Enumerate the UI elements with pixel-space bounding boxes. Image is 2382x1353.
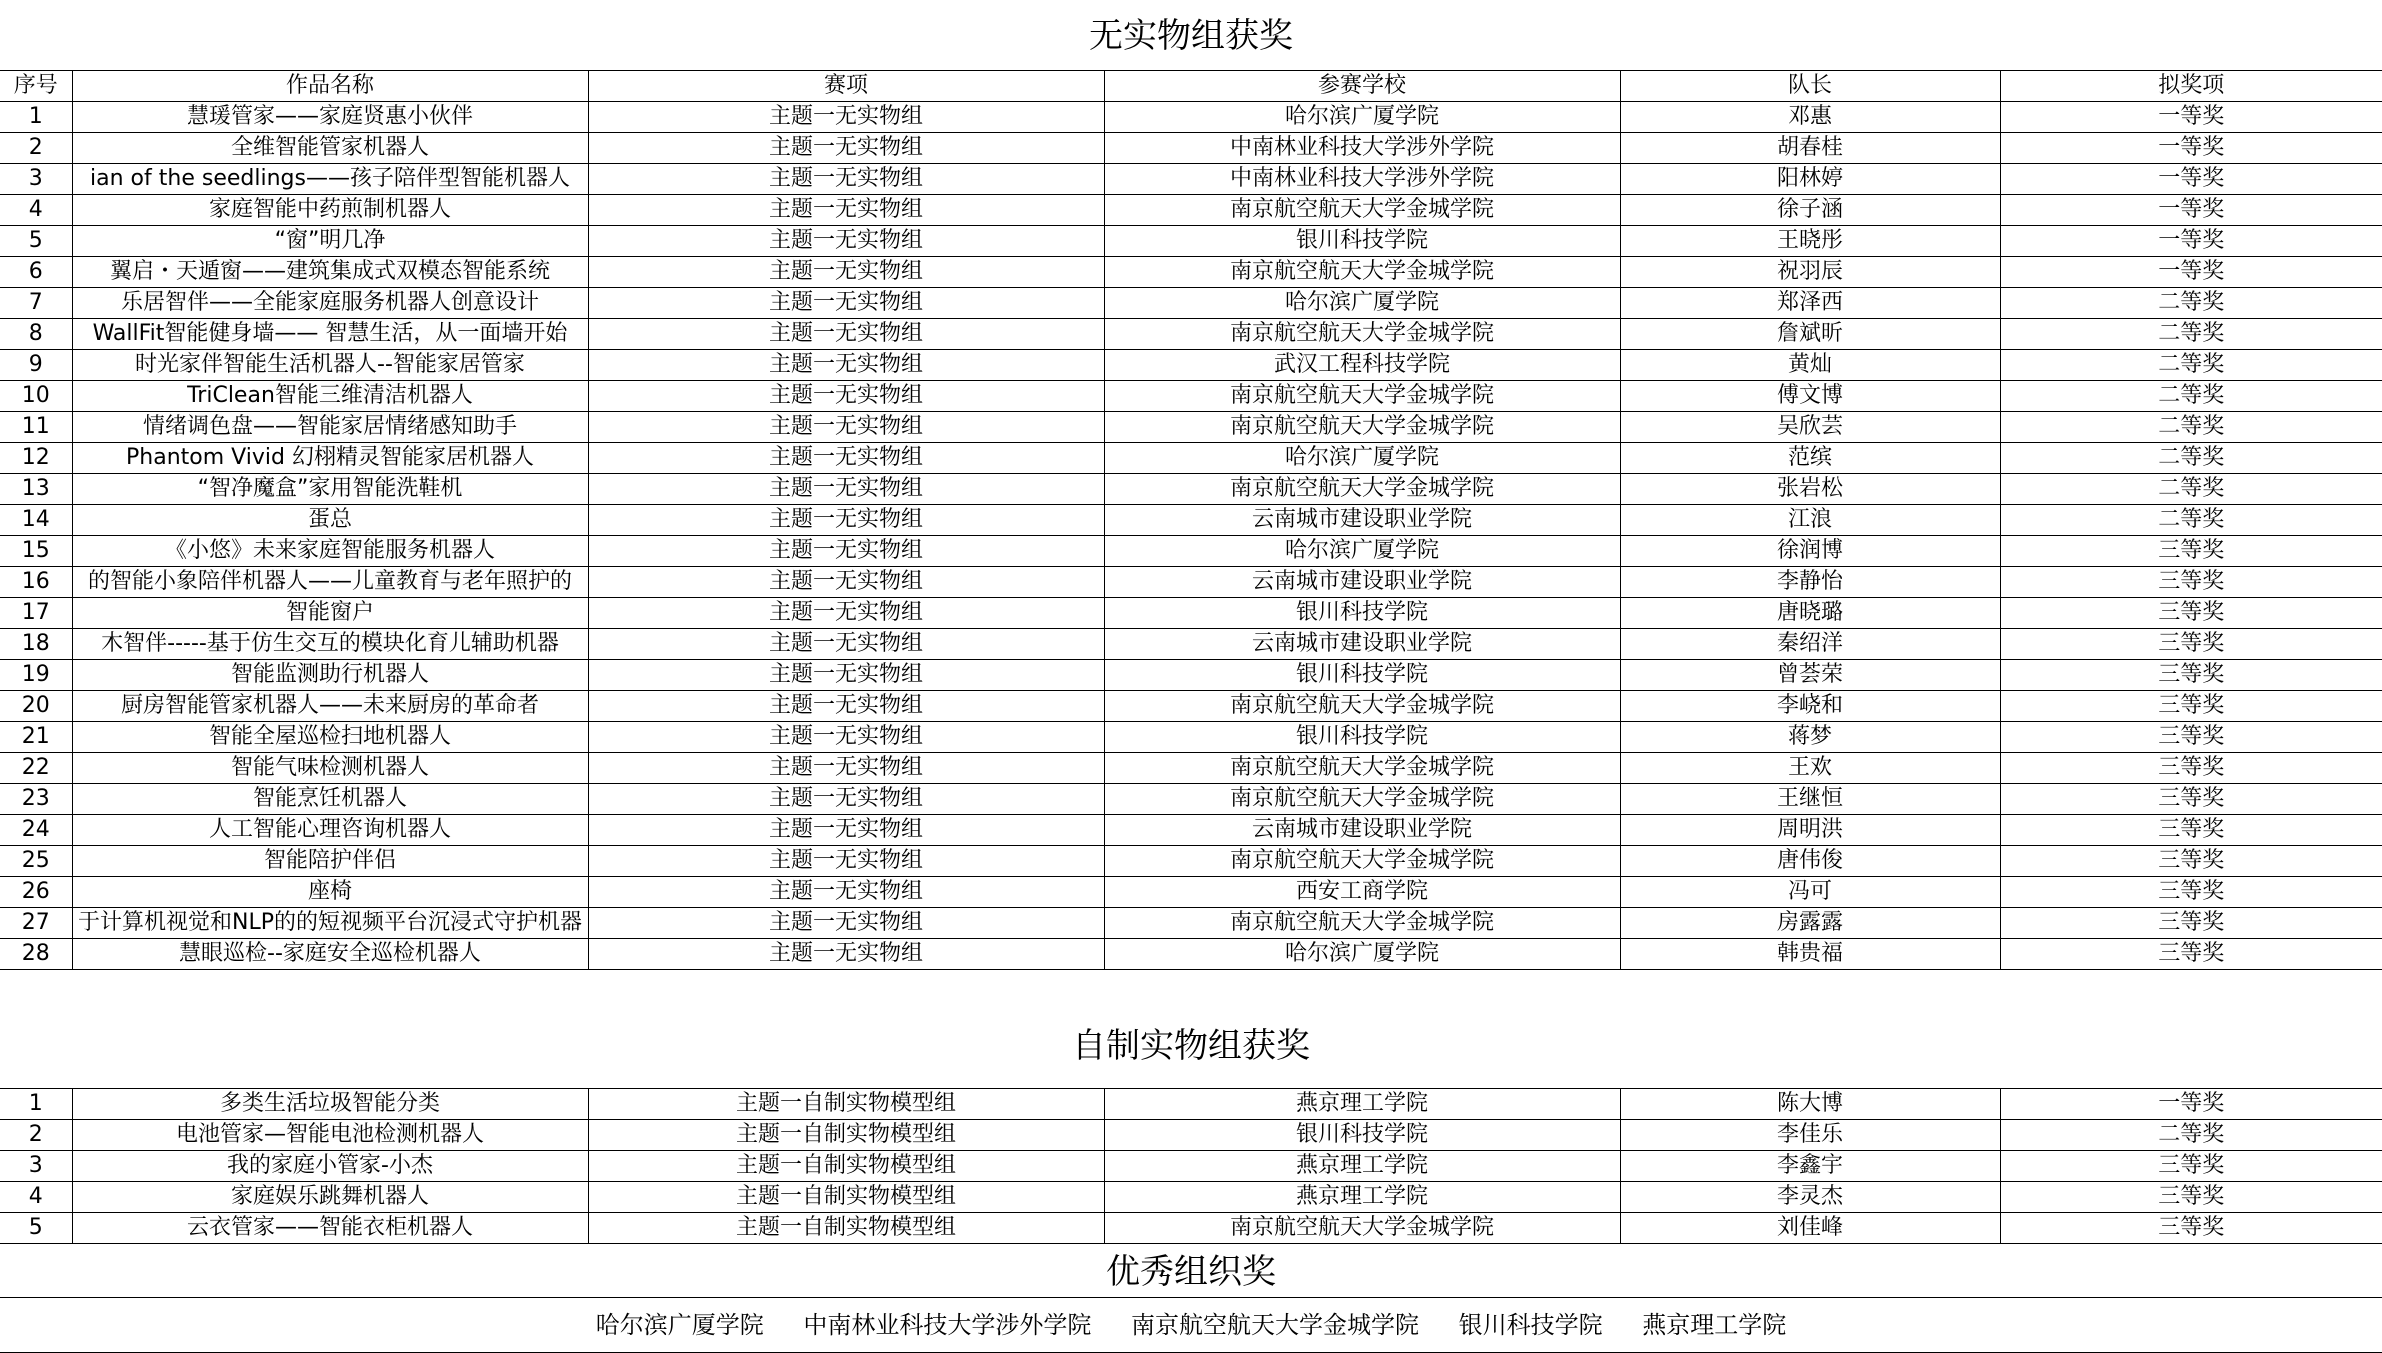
cell-school: 云南城市建设职业学院	[1104, 567, 1620, 598]
header-cell-award: 拟奖项	[2000, 71, 2382, 102]
cell-captain: 周明洪	[1620, 815, 2000, 846]
cell-work-name: WallFit智能健身墙—— 智慧生活，从一面墙开始	[72, 319, 588, 350]
awards-table-no-physical	[0, 70, 2382, 970]
cell-captain: 韩贵福	[1620, 939, 2000, 970]
cell-award: 二等奖	[2000, 350, 2382, 381]
cell-captain: 胡春桂	[1620, 133, 2000, 164]
cell-index: 2	[0, 1120, 72, 1151]
table-row	[0, 939, 2382, 970]
cell-work-name: 云衣管家——智能衣柜机器人	[72, 1213, 588, 1244]
cell-award: 二等奖	[2000, 412, 2382, 443]
table-row	[0, 288, 2382, 319]
cell-captain: 李静怡	[1620, 567, 2000, 598]
cell-event: 主题一无实物组	[588, 753, 1104, 784]
cell-captain: 王继恒	[1620, 784, 2000, 815]
cell-award: 三等奖	[2000, 939, 2382, 970]
cell-school: 南京航空航天大学金城学院	[1104, 846, 1620, 877]
cell-work-name: 家庭娱乐跳舞机器人	[72, 1182, 588, 1213]
cell-index: 12	[0, 443, 72, 474]
cell-school: 银川科技学院	[1104, 722, 1620, 753]
table-row	[0, 443, 2382, 474]
cell-award: 三等奖	[2000, 1151, 2382, 1182]
cell-award: 二等奖	[2000, 1120, 2382, 1151]
table-row	[0, 908, 2382, 939]
cell-captain: 张岩松	[1620, 474, 2000, 505]
cell-index: 22	[0, 753, 72, 784]
cell-school: 南京航空航天大学金城学院	[1104, 1213, 1620, 1244]
table-row	[0, 133, 2382, 164]
table-row	[0, 536, 2382, 567]
cell-work-name: 乐居智伴——全能家庭服务机器人创意设计	[72, 288, 588, 319]
cell-captain: 邓惠	[1620, 102, 2000, 133]
org-school: 哈尔滨广厦学院	[595, 1311, 764, 1339]
org-school: 燕京理工学院	[1642, 1311, 1787, 1339]
cell-index: 1	[0, 1089, 72, 1120]
cell-event: 主题一无实物组	[588, 288, 1104, 319]
cell-work-name: 我的家庭小管家-小杰	[72, 1151, 588, 1182]
cell-captain: 詹斌昕	[1620, 319, 2000, 350]
table-row	[0, 226, 2382, 257]
cell-work-name: 智能气味检测机器人	[72, 753, 588, 784]
cell-captain: 蒋梦	[1620, 722, 2000, 753]
cell-event: 主题一无实物组	[588, 195, 1104, 226]
cell-event: 主题一无实物组	[588, 784, 1104, 815]
cell-index: 2	[0, 133, 72, 164]
cell-school: 中南林业科技大学涉外学院	[1104, 133, 1620, 164]
cell-index: 4	[0, 195, 72, 226]
cell-index: 18	[0, 629, 72, 660]
cell-school: 中南林业科技大学涉外学院	[1104, 164, 1620, 195]
cell-school: 南京航空航天大学金城学院	[1104, 257, 1620, 288]
cell-captain: 刘佳峰	[1620, 1213, 2000, 1244]
cell-award: 一等奖	[2000, 257, 2382, 288]
cell-school: 银川科技学院	[1104, 598, 1620, 629]
cell-event: 主题一无实物组	[588, 381, 1104, 412]
table-row	[0, 722, 2382, 753]
cell-index: 9	[0, 350, 72, 381]
table-row	[0, 102, 2382, 133]
cell-school: 哈尔滨广厦学院	[1104, 288, 1620, 319]
cell-school: 银川科技学院	[1104, 660, 1620, 691]
cell-index: 1	[0, 102, 72, 133]
table-row	[0, 1120, 2382, 1151]
cell-award: 三等奖	[2000, 784, 2382, 815]
cell-work-name: “智净魔盒”家用智能洗鞋机	[72, 474, 588, 505]
cell-index: 15	[0, 536, 72, 567]
cell-school: 燕京理工学院	[1104, 1151, 1620, 1182]
cell-school: 南京航空航天大学金城学院	[1104, 319, 1620, 350]
cell-index: 21	[0, 722, 72, 753]
cell-school: 燕京理工学院	[1104, 1089, 1620, 1120]
cell-school: 武汉工程科技学院	[1104, 350, 1620, 381]
header-cell-school: 参赛学校	[1104, 71, 1620, 102]
cell-event: 主题一无实物组	[588, 474, 1104, 505]
header-cell-work-name: 作品名称	[72, 71, 588, 102]
cell-index: 13	[0, 474, 72, 505]
cell-captain: 祝羽辰	[1620, 257, 2000, 288]
cell-index: 17	[0, 598, 72, 629]
table-row	[0, 784, 2382, 815]
cell-work-name: 智能监测助行机器人	[72, 660, 588, 691]
cell-school: 银川科技学院	[1104, 226, 1620, 257]
table-row	[0, 319, 2382, 350]
cell-award: 二等奖	[2000, 319, 2382, 350]
cell-index: 26	[0, 877, 72, 908]
cell-event: 主题一自制实物模型组	[588, 1213, 1104, 1244]
cell-captain: 徐子涵	[1620, 195, 2000, 226]
cell-index: 11	[0, 412, 72, 443]
cell-captain: 秦绍洋	[1620, 629, 2000, 660]
cell-school: 南京航空航天大学金城学院	[1104, 691, 1620, 722]
cell-event: 主题一无实物组	[588, 877, 1104, 908]
cell-event: 主题一无实物组	[588, 939, 1104, 970]
cell-index: 25	[0, 846, 72, 877]
cell-index: 20	[0, 691, 72, 722]
cell-work-name: 木智伴-----基于仿生交互的模块化育儿辅助机器	[72, 629, 588, 660]
cell-captain: 徐润博	[1620, 536, 2000, 567]
cell-event: 主题一无实物组	[588, 815, 1104, 846]
cell-award: 三等奖	[2000, 536, 2382, 567]
cell-index: 23	[0, 784, 72, 815]
cell-captain: 李佳乐	[1620, 1120, 2000, 1151]
cell-work-name: 智能陪护伴侣	[72, 846, 588, 877]
cell-award: 二等奖	[2000, 381, 2382, 412]
table-row	[0, 1213, 2382, 1244]
table-row	[0, 195, 2382, 226]
table-row	[0, 877, 2382, 908]
cell-school: 哈尔滨广厦学院	[1104, 102, 1620, 133]
cell-event: 主题一无实物组	[588, 846, 1104, 877]
cell-event: 主题一无实物组	[588, 536, 1104, 567]
table-row	[0, 629, 2382, 660]
cell-captain: 陈大博	[1620, 1089, 2000, 1120]
cell-index: 7	[0, 288, 72, 319]
table-row	[0, 474, 2382, 505]
table-row	[0, 257, 2382, 288]
organization-award-schools	[0, 1297, 2382, 1353]
cell-captain: 傅文博	[1620, 381, 2000, 412]
cell-school: 哈尔滨广厦学院	[1104, 536, 1620, 567]
section-title-self-made: 自制实物组获奖	[1072, 1026, 1310, 1066]
table-row	[0, 505, 2382, 536]
cell-captain: 李鑫宇	[1620, 1151, 2000, 1182]
table-row	[0, 164, 2382, 195]
header-cell-index: 序号	[0, 71, 72, 102]
cell-index: 4	[0, 1182, 72, 1213]
cell-award: 一等奖	[2000, 133, 2382, 164]
cell-event: 主题一无实物组	[588, 691, 1104, 722]
cell-captain: 李峣和	[1620, 691, 2000, 722]
cell-work-name: 《小悠》未来家庭智能服务机器人	[72, 536, 588, 567]
cell-school: 南京航空航天大学金城学院	[1104, 381, 1620, 412]
cell-event: 主题一无实物组	[588, 505, 1104, 536]
section-title-no-physical: 无实物组获奖	[1089, 16, 1293, 56]
cell-event: 主题一无实物组	[588, 722, 1104, 753]
cell-work-name: 智能窗户	[72, 598, 588, 629]
cell-work-name: 于计算机视觉和NLP的的短视频平台沉浸式守护机器	[72, 908, 588, 939]
cell-index: 6	[0, 257, 72, 288]
org-school: 银川科技学院	[1458, 1311, 1603, 1339]
cell-school: 南京航空航天大学金城学院	[1104, 195, 1620, 226]
cell-school: 哈尔滨广厦学院	[1104, 443, 1620, 474]
cell-captain: 唐晓璐	[1620, 598, 2000, 629]
table-row	[0, 381, 2382, 412]
cell-index: 16	[0, 567, 72, 598]
cell-award: 三等奖	[2000, 908, 2382, 939]
cell-captain: 郑泽西	[1620, 288, 2000, 319]
cell-work-name: 多类生活垃圾智能分类	[72, 1089, 588, 1120]
table-row	[0, 1089, 2382, 1120]
cell-event: 主题一无实物组	[588, 443, 1104, 474]
cell-index: 19	[0, 660, 72, 691]
cell-captain: 王欢	[1620, 753, 2000, 784]
cell-work-name: 蛋总	[72, 505, 588, 536]
cell-award: 三等奖	[2000, 1213, 2382, 1244]
cell-award: 三等奖	[2000, 815, 2382, 846]
cell-work-name: 智能全屋巡检扫地机器人	[72, 722, 588, 753]
cell-award: 一等奖	[2000, 1089, 2382, 1120]
cell-work-name: 的智能小象陪伴机器人——儿童教育与老年照护的	[72, 567, 588, 598]
cell-school: 南京航空航天大学金城学院	[1104, 412, 1620, 443]
cell-index: 3	[0, 164, 72, 195]
org-school: 南京航空航天大学金城学院	[1131, 1311, 1419, 1339]
cell-event: 主题一自制实物模型组	[588, 1120, 1104, 1151]
cell-school: 南京航空航天大学金城学院	[1104, 474, 1620, 505]
awards-table-self-made	[0, 1088, 2382, 1244]
cell-work-name: 电池管家—智能电池检测机器人	[72, 1120, 588, 1151]
cell-index: 27	[0, 908, 72, 939]
cell-captain: 黄灿	[1620, 350, 2000, 381]
header-cell-event: 赛项	[588, 71, 1104, 102]
cell-award: 二等奖	[2000, 443, 2382, 474]
cell-award: 三等奖	[2000, 1182, 2382, 1213]
cell-school: 南京航空航天大学金城学院	[1104, 753, 1620, 784]
cell-school: 云南城市建设职业学院	[1104, 505, 1620, 536]
cell-index: 3	[0, 1151, 72, 1182]
cell-captain: 李灵杰	[1620, 1182, 2000, 1213]
cell-event: 主题一无实物组	[588, 598, 1104, 629]
cell-school: 南京航空航天大学金城学院	[1104, 908, 1620, 939]
table-row	[0, 1151, 2382, 1182]
cell-captain: 阳林婷	[1620, 164, 2000, 195]
cell-event: 主题一自制实物模型组	[588, 1151, 1104, 1182]
cell-work-name: 厨房智能管家机器人——未来厨房的革命者	[72, 691, 588, 722]
header-row	[0, 71, 2382, 102]
table-row	[0, 567, 2382, 598]
cell-award: 三等奖	[2000, 598, 2382, 629]
cell-work-name: TriClean智能三维清洁机器人	[72, 381, 588, 412]
cell-work-name: Phantom Vivid 幻栩精灵智能家居机器人	[72, 443, 588, 474]
cell-school: 西安工商学院	[1104, 877, 1620, 908]
cell-award: 三等奖	[2000, 629, 2382, 660]
cell-captain: 曾荟荣	[1620, 660, 2000, 691]
section-title-organization: 优秀组织奖	[1106, 1252, 1276, 1292]
cell-index: 8	[0, 319, 72, 350]
cell-event: 主题一无实物组	[588, 164, 1104, 195]
cell-work-name: 家庭智能中药煎制机器人	[72, 195, 588, 226]
table-row	[0, 350, 2382, 381]
table-row	[0, 598, 2382, 629]
cell-captain: 江浪	[1620, 505, 2000, 536]
cell-school: 哈尔滨广厦学院	[1104, 939, 1620, 970]
cell-captain: 冯可	[1620, 877, 2000, 908]
cell-work-name: 座椅	[72, 877, 588, 908]
table-row	[0, 412, 2382, 443]
cell-captain: 唐伟俊	[1620, 846, 2000, 877]
cell-work-name: 慧眼巡检--家庭安全巡检机器人	[72, 939, 588, 970]
table-row	[0, 1182, 2382, 1213]
cell-event: 主题一无实物组	[588, 257, 1104, 288]
cell-award: 二等奖	[2000, 474, 2382, 505]
cell-index: 24	[0, 815, 72, 846]
cell-work-name: “窗”明几净	[72, 226, 588, 257]
table-row	[0, 753, 2382, 784]
cell-award: 三等奖	[2000, 567, 2382, 598]
cell-work-name: 全维智能管家机器人	[72, 133, 588, 164]
cell-work-name: 时光家伴智能生活机器人--智能家居管家	[72, 350, 588, 381]
cell-award: 一等奖	[2000, 164, 2382, 195]
cell-work-name: 人工智能心理咨询机器人	[72, 815, 588, 846]
cell-work-name: 翼启・天遁窗——建筑集成式双模态智能系统	[72, 257, 588, 288]
cell-school: 银川科技学院	[1104, 1120, 1620, 1151]
cell-captain: 吴欣芸	[1620, 412, 2000, 443]
cell-index: 14	[0, 505, 72, 536]
cell-award: 二等奖	[2000, 505, 2382, 536]
cell-award: 三等奖	[2000, 691, 2382, 722]
cell-event: 主题一无实物组	[588, 226, 1104, 257]
cell-award: 三等奖	[2000, 660, 2382, 691]
cell-work-name: ian of the seedlings——孩子陪伴型智能机器人	[72, 164, 588, 195]
cell-award: 三等奖	[2000, 877, 2382, 908]
cell-work-name: 慧瑗管家——家庭贤惠小伙伴	[72, 102, 588, 133]
cell-award: 三等奖	[2000, 722, 2382, 753]
cell-work-name: 情绪调色盘——智能家居情绪感知助手	[72, 412, 588, 443]
cell-award: 一等奖	[2000, 102, 2382, 133]
cell-index: 5	[0, 226, 72, 257]
cell-award: 一等奖	[2000, 226, 2382, 257]
cell-event: 主题一无实物组	[588, 412, 1104, 443]
table-row	[0, 691, 2382, 722]
cell-event: 主题一无实物组	[588, 629, 1104, 660]
header-cell-captain: 队长	[1620, 71, 2000, 102]
table-row	[0, 660, 2382, 691]
cell-event: 主题一自制实物模型组	[588, 1089, 1104, 1120]
cell-captain: 范缤	[1620, 443, 2000, 474]
cell-captain: 房露露	[1620, 908, 2000, 939]
cell-event: 主题一无实物组	[588, 102, 1104, 133]
cell-school: 云南城市建设职业学院	[1104, 815, 1620, 846]
cell-award: 一等奖	[2000, 195, 2382, 226]
cell-event: 主题一无实物组	[588, 350, 1104, 381]
table-row	[0, 815, 2382, 846]
cell-event: 主题一无实物组	[588, 660, 1104, 691]
cell-school: 云南城市建设职业学院	[1104, 629, 1620, 660]
org-school: 中南林业科技大学涉外学院	[803, 1311, 1092, 1339]
cell-event: 主题一无实物组	[588, 908, 1104, 939]
cell-event: 主题一无实物组	[588, 133, 1104, 164]
cell-school: 南京航空航天大学金城学院	[1104, 784, 1620, 815]
cell-award: 三等奖	[2000, 753, 2382, 784]
cell-work-name: 智能烹饪机器人	[72, 784, 588, 815]
cell-index: 5	[0, 1213, 72, 1244]
cell-award: 三等奖	[2000, 846, 2382, 877]
cell-index: 10	[0, 381, 72, 412]
table-row	[0, 846, 2382, 877]
cell-index: 28	[0, 939, 72, 970]
cell-award: 二等奖	[2000, 288, 2382, 319]
cell-event: 主题一无实物组	[588, 567, 1104, 598]
cell-event: 主题一自制实物模型组	[588, 1182, 1104, 1213]
cell-event: 主题一无实物组	[588, 319, 1104, 350]
cell-school: 燕京理工学院	[1104, 1182, 1620, 1213]
cell-captain: 王晓彤	[1620, 226, 2000, 257]
